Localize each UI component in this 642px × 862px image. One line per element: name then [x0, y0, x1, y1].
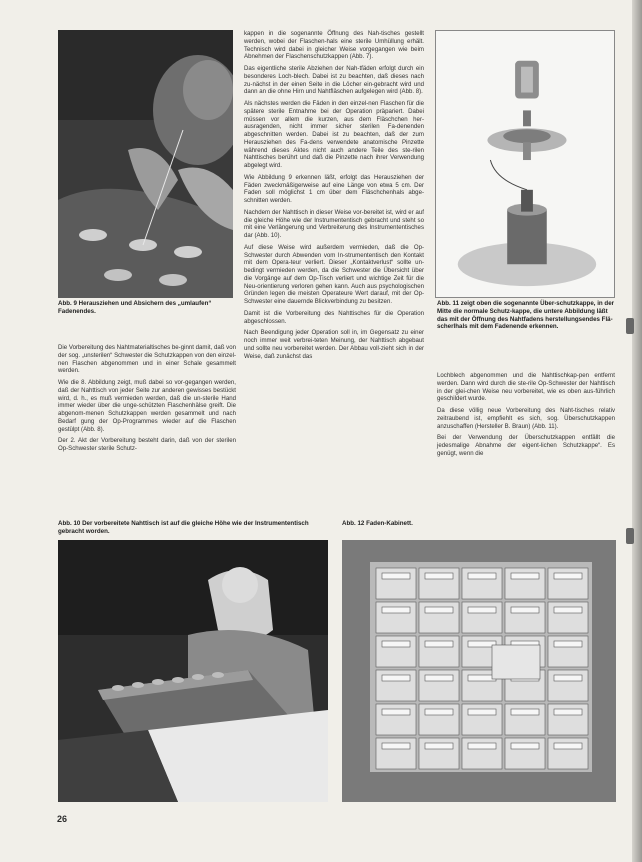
cabinet-drawer	[462, 602, 502, 633]
drawer-label-plate	[382, 675, 410, 681]
drawer-label-plate	[554, 743, 582, 749]
cabinet-drawer	[548, 670, 588, 701]
cabinet-drawer	[505, 568, 545, 599]
page-tab-marker	[626, 528, 634, 544]
drawer-label-plate	[511, 743, 539, 749]
figure-11-photo	[435, 30, 615, 298]
page-tab-marker	[626, 318, 634, 334]
page-number: 26	[57, 814, 68, 824]
paragraph: Nach Beendigung jeder Operation soll in, im Gegensatz zu einer noch immer weit verbrei-teten Meinung, der Nahttisch abgebaut und sollte neu vorbereitet werden. Der Abbau voll-zieht sich in der Weise, daß zunächst das	[244, 329, 424, 360]
paragraph: Als nächstes werden die Fäden in den einzel-nen Flaschen für die spätere sterile Entnahme bei der Operation präpariert. Dabei müssen vor allem die kurzen, aus dem Fläschchen her-ausragenden, nicht immer sicher sterilen Fa-denenden abgeschnitten werden. Dabei ist zu beachten, daß der zum Herausziehen des Fa-dens verwendete anatomische Pinzette während dieses Aktes nicht auch andere Teile des ste-rilen Nahttisches berührt und daß die Pinzette nach ihrer Verwendung abgelegt wird.	[244, 100, 424, 169]
drawer-label-plate	[425, 709, 453, 715]
cabinet-drawer	[376, 670, 416, 701]
cabinet-drawer	[548, 704, 588, 735]
paragraph: Damit ist die Vorbereitung des Nahttisches für die Operation abgeschlossen.	[244, 309, 424, 325]
paragraph: Das eigentliche sterile Abziehen der Nah-tfäden erfolgt durch ein besonderes Loch-blech. Dabei ist zu beachten, daß dieses nach zu-nächst in der einen Seite in die Löcher ein-gebracht wird und dann an die ohne Hirn und Nahtfläschen aufgelegen wird (Abb. 8).	[244, 65, 424, 96]
drawer-label-plate	[425, 607, 453, 613]
paragraph: Der 2. Akt der Vorbereitung besteht darin, daß von der sterilen Op-Schwester sterile Schutz-	[58, 437, 236, 452]
cabinet-drawer	[462, 704, 502, 735]
paragraph: Auf diese Weise wird außerdem vermieden, daß die Op-Schwester durch Abwenden vom In-strumententisch den Kontakt mit dem Opera-teur verliert. Dieser „Kontaktverlust“ sollte un-bedingt vermieden werden, da die Schwester die Übersicht über die Vorgänge auf dem Op-Tisch verliert und wichtige Zeit für die Neu-orientierung verloren gehen kann. Auch aus psychologischen Gründen legen die meisten Operateure Wert darauf, mit der Op-Schwester eine dauernde Blickverbindung zu besitzen.	[244, 243, 424, 305]
drawer-label-plate	[382, 743, 410, 749]
cabinet-drawer	[462, 568, 502, 599]
drawer-label-plate	[554, 709, 582, 715]
cabinet-drawer	[462, 738, 502, 769]
figure-12-caption: Abb. 12 Faden-Kabinett.	[342, 520, 413, 527]
drawer-label-plate	[468, 573, 496, 579]
paragraph: Wie die 8. Abbildung zeigt, muß dabei so vor-gegangen werden, daß der Nahttisch von jeder Seite zur anderen gewisses bestückt wird, d. h., es muß vermieden werden, daß die un-sterile Hand immer wieder über die unge-schützten Flaschenhälse greift. Die abgenom-menen Schutzkappen werden gesammelt und nach Bedarf gung der Op-Programmes wieder auf die Flaschen gestülpt (Abb. 8).	[58, 379, 236, 433]
page-edge	[632, 0, 642, 862]
paragraph: Bei der Verwendung der Überschutzkappen entfällt die jedesmalige Abnahme der eigent-lichen Schutzkappe“. Es genügt, wenn die	[437, 434, 615, 457]
drawer-label-plate	[382, 607, 410, 613]
drawer-label-plate	[425, 675, 453, 681]
drawer-label-plate	[382, 573, 410, 579]
drawer-label-plate	[554, 607, 582, 613]
right-text-column	[437, 372, 615, 462]
paragraph: Nachdem der Nahttisch in dieser Weise vor-bereitet ist, wird er auf die gleiche Höhe wie der Instrumententisch gebracht und steht so mit eine Verlängerung und Verbreiterung des Instrumententisches dar (Abb. 10).	[244, 208, 424, 239]
figure-10-photo	[58, 540, 328, 802]
cabinet-drawer	[505, 738, 545, 769]
cabinet-drawer	[548, 636, 588, 667]
paragraph: Die Vorbereitung des Nahtmaterialtisches be-ginnt damit, daß von der sog. „unsterilen“ Schwester die Schutzkappen von den einzel-nen Flaschen abgenommen und in einer Schale gesammelt werden.	[58, 344, 236, 375]
drawer-label-plate	[425, 573, 453, 579]
cabinet-drawer	[419, 738, 459, 769]
figure-9-photo	[58, 30, 233, 298]
cabinet-drawer	[376, 602, 416, 633]
cabinet-drawer	[419, 568, 459, 599]
drawer-label-plate	[382, 641, 410, 647]
drawer-label-plate	[425, 743, 453, 749]
paragraph: kappen in die sogenannte Öffnung des Nah-tisches gestellt werden, wobei der Flaschen-hals eine sterile Umhüllung erhält. Technisch wird dabei in gleicher Weise vorgegangen wie beim Abnehmen der Flaschenschutzkappen (Abb. 7).	[244, 30, 424, 61]
cabinet-drawer	[419, 636, 459, 667]
drawer-label-plate	[468, 743, 496, 749]
cabinet-drawer	[376, 636, 416, 667]
drawer-label-plate	[554, 573, 582, 579]
drawer-label-plate	[468, 709, 496, 715]
cabinet-drawer	[505, 704, 545, 735]
cabinet-drawer	[419, 704, 459, 735]
cabinet-drawer	[419, 670, 459, 701]
drawer-label-plate	[511, 573, 539, 579]
cabinet-drawer	[505, 602, 545, 633]
figure-9-caption: Abb. 9 Herausziehen und Absichern des „umlaufen“ Fadenendes.	[58, 300, 212, 315]
middle-text-column	[244, 30, 424, 364]
drawer-label-plate	[511, 607, 539, 613]
cabinet-drawer	[548, 602, 588, 633]
figure-12-photo	[342, 540, 616, 802]
figure-11-caption: Abb. 11 zeigt oben die sogenannte Über-schutzkappe, in der Mitte die normale Schutz-kappe, die untere Abbildung läßt das mit der Öffnung des Nahtfadens herstellungsendes Flä-scherlhals mit dem Fadenende erkennen.	[437, 300, 615, 331]
paragraph: Lochblech abgenommen und die Nahttischkap-pen entfernt werden. Dann wird durch die ste-rile Op-Schwester der Nahttisch in der glei-chen Weise neu vorbereitet, wie es oben aus-führlich geschildert wurde.	[437, 372, 615, 403]
cabinet-drawer	[548, 738, 588, 769]
drawer-label-plate	[511, 709, 539, 715]
drawer-label-plate	[382, 709, 410, 715]
cabinet-drawer	[419, 602, 459, 633]
paragraph: Wie Abbildung 9 erkennen läßt, erfolgt das Herausziehen der Fäden zweckmäßigerweise auf eine Länge von etwa 5 cm. Der Faden soll möglichst 1 cm über dem Fläschchenhals abge-schnitten werden.	[244, 173, 424, 204]
drawer-label-plate	[554, 641, 582, 647]
drawer-label-plate	[468, 607, 496, 613]
figure-10-caption: Abb. 10 Der vorbereitete Nahttisch ist auf die gleiche Höhe wie der Instrumententisch gebracht worden.	[58, 520, 309, 535]
cabinet-drawer	[376, 568, 416, 599]
drawer-label-plate	[425, 641, 453, 647]
drawer-label-plate	[554, 675, 582, 681]
cabinet-drawer	[376, 738, 416, 769]
cabinet-drawer	[548, 568, 588, 599]
left-text-column	[58, 344, 236, 457]
paragraph: Da diese völlig neue Vorbereitung des Naht-tisches relativ zeitraubend ist, empfiehlt es sich, sog. Überschutzkappen anzuschaffen (Hersteller B. Braun) (Abb. 11).	[437, 407, 615, 430]
cabinet-drawer	[376, 704, 416, 735]
